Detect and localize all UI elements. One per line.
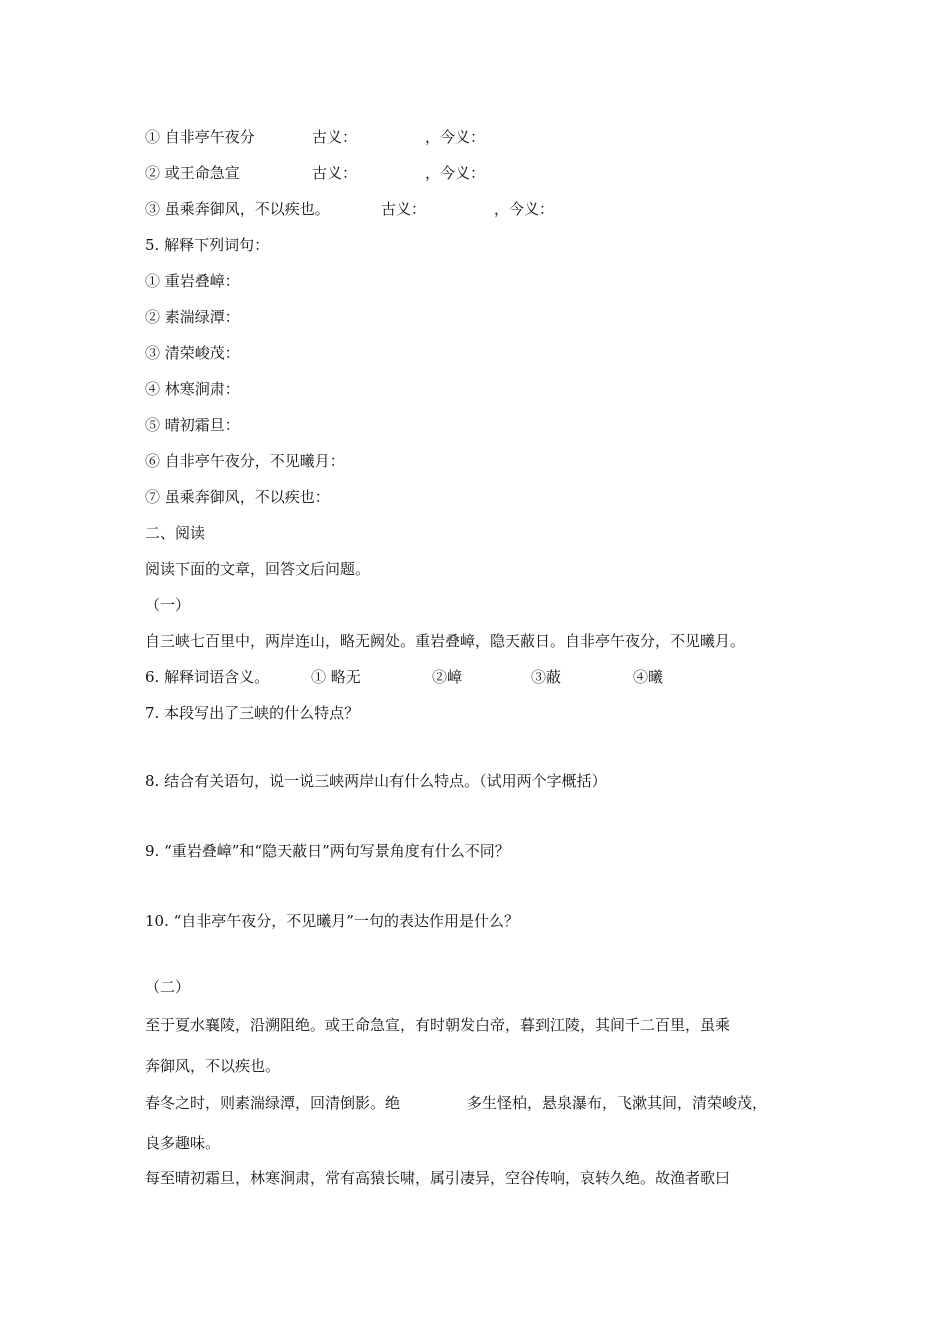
- ancient-meaning-label: 古义：: [312, 164, 358, 182]
- part-2-label: （二）: [145, 978, 191, 996]
- q5-item: ⑤ 晴初霜旦：: [145, 416, 240, 434]
- section-intro: 阅读下面的文章，回答文后问题。: [145, 560, 371, 578]
- vocab-phrase: ③ 虽乘奔御风，不以疾也。: [145, 200, 330, 218]
- passage-2-line-end: 多生怪柏，悬泉瀑布，飞漱其间，清荣峻茂，: [467, 1094, 768, 1112]
- q6-term: ① 略无: [311, 668, 361, 686]
- question-6-label: 6. 解释词语含义。: [145, 668, 270, 686]
- ancient-meaning-label: 古义：: [381, 200, 427, 218]
- passage-2-line: 至于夏水襄陵，沿溯阻绝。或王命急宣，有时朝发白帝，暮到江陵，其间千二百里，虽乘: [145, 1016, 731, 1034]
- passage-1-text: 自三峡七百里中，两岸连山，略无阙处。重岩叠嶂，隐天蔽日。自非亭午夜分，不见曦月。: [145, 632, 746, 650]
- q5-item: ⑦ 虽乘奔御风，不以疾也：: [145, 488, 330, 506]
- vocab-phrase: ① 自非亭午夜分: [145, 128, 255, 146]
- q5-item: ④ 林寒涧肃：: [145, 380, 240, 398]
- vocab-phrase: ② 或王命急宣: [145, 164, 240, 182]
- modern-meaning-label: ，今义：: [494, 200, 555, 218]
- question-8: 8. 结合有关语句，说一说三峡两岸山有什么特点。（试用两个字概括）: [145, 772, 607, 790]
- q5-item: ⑥ 自非亭午夜分，不见曦月：: [145, 452, 345, 470]
- q5-item: ① 重岩叠嶂：: [145, 272, 240, 290]
- question-10: 10. “自非亭午夜分，不见曦月”一句的表达作用是什么？: [145, 912, 519, 930]
- section-title: 二、阅读: [145, 524, 206, 542]
- passage-2-line: 良多趣味。: [145, 1134, 221, 1152]
- passage-2-line: 奔御风，不以疾也。: [145, 1057, 281, 1075]
- question-9: 9. “重岩叠嶂”和“隐天蔽日”两句写景角度有什么不同？: [145, 842, 510, 860]
- part-1-label: （一）: [145, 596, 191, 614]
- ancient-meaning-label: 古义：: [312, 128, 358, 146]
- question-5-title: 5. 解释下列词句：: [145, 236, 270, 254]
- question-7: 7. 本段写出了三峡的什么特点？: [145, 704, 360, 722]
- q5-item: ② 素湍绿潭：: [145, 308, 240, 326]
- passage-2-line-start: 春冬之时，则素湍绿潭，回清倒影。绝: [145, 1094, 401, 1112]
- modern-meaning-label: ，今义：: [425, 164, 486, 182]
- modern-meaning-label: ，今义：: [425, 128, 486, 146]
- q6-term: ③蔽: [531, 668, 562, 686]
- q5-item: ③ 清荣峻茂：: [145, 344, 240, 362]
- q6-term: ②嶂: [432, 668, 463, 686]
- passage-2-line: 每至晴初霜旦，林寒涧肃，常有高猿长啸，属引凄异，空谷传响，哀转久绝。故渔者歌曰: [145, 1169, 731, 1187]
- q6-term: ④曦: [633, 668, 664, 686]
